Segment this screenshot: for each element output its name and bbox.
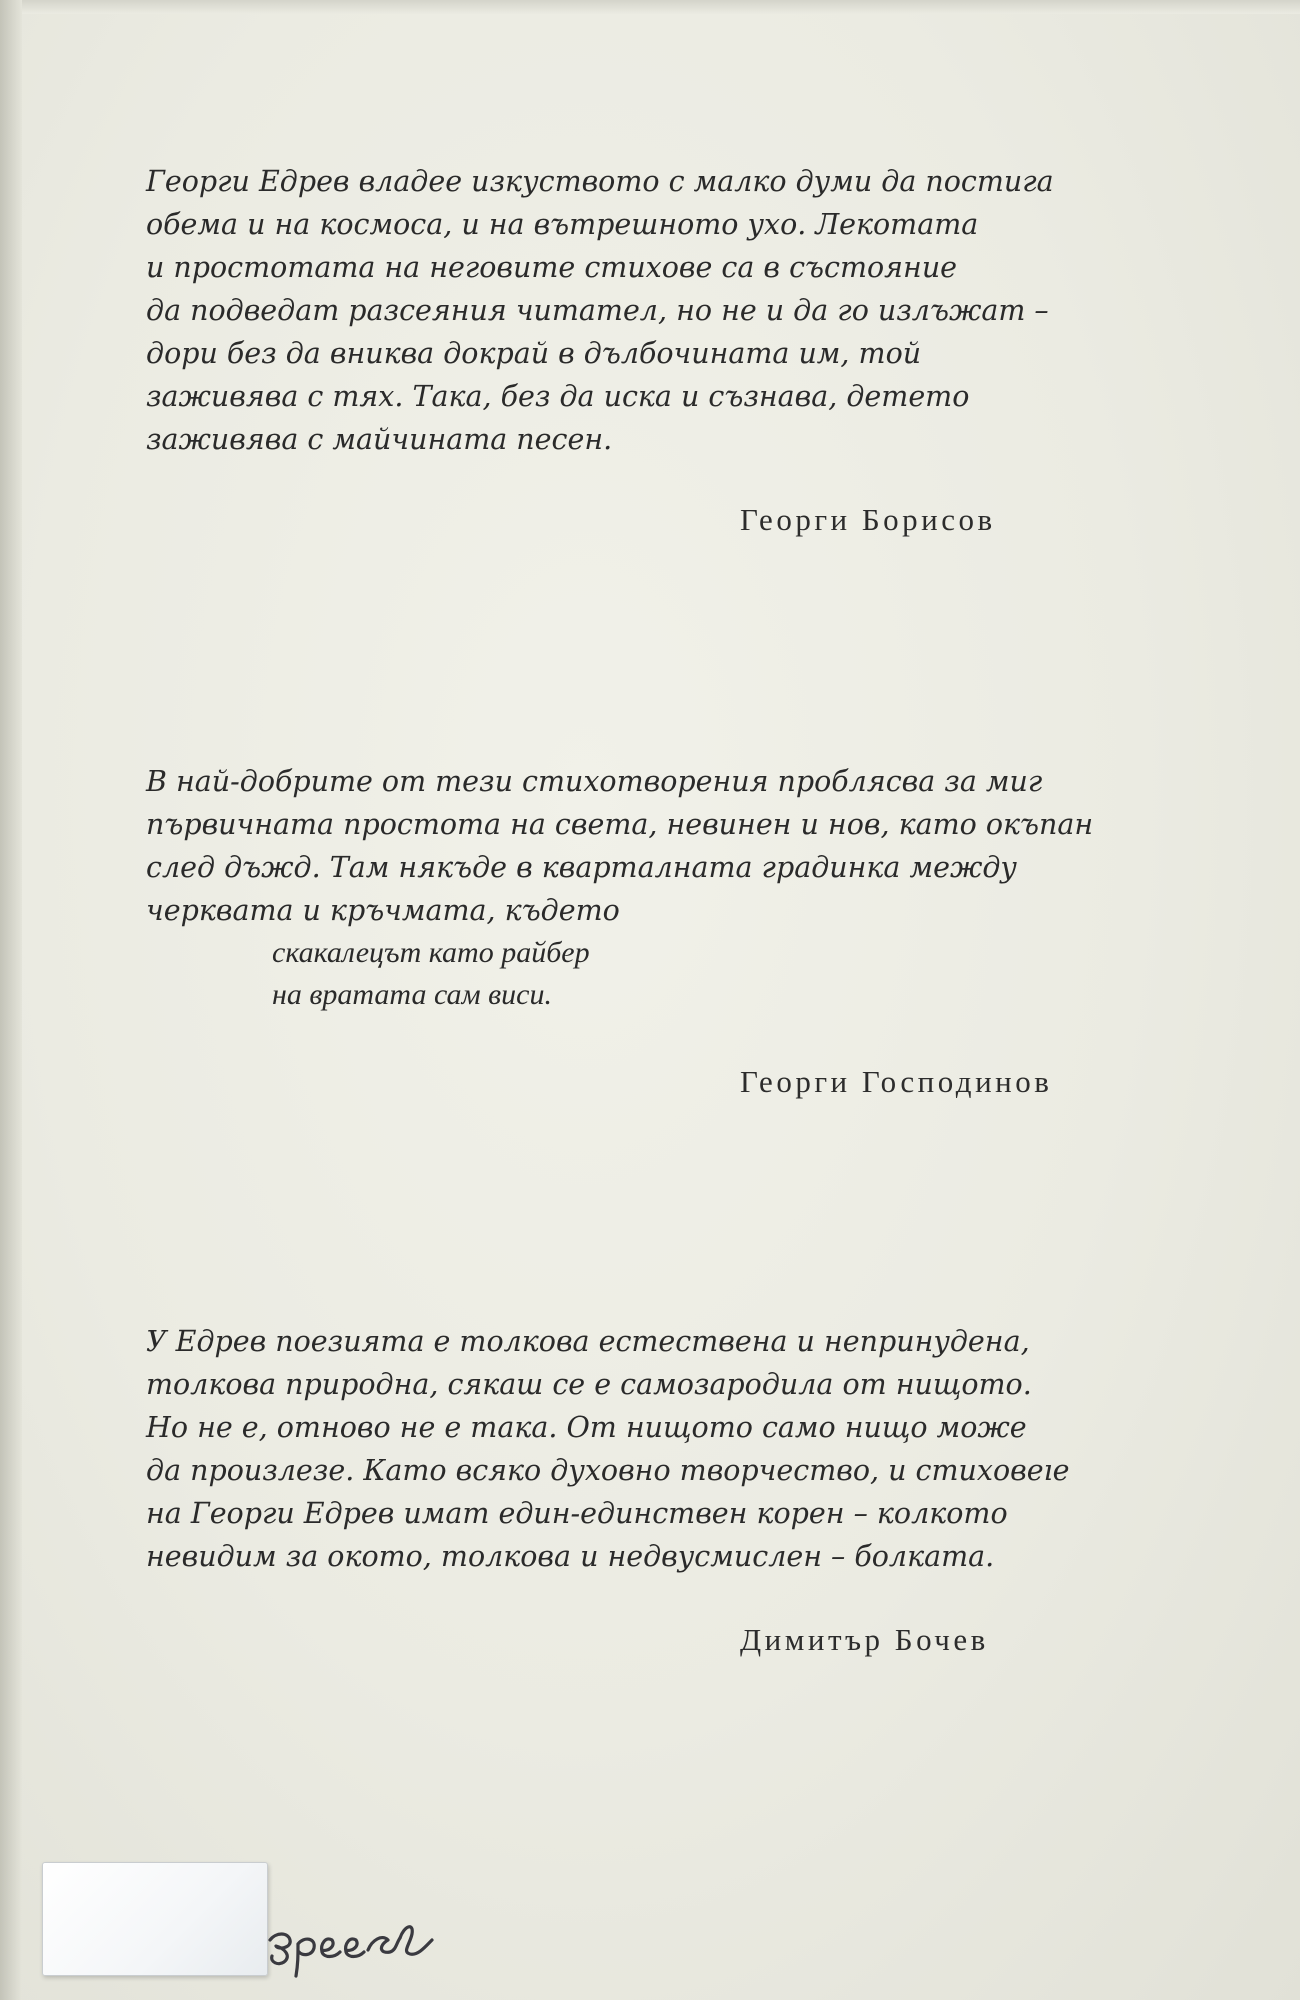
paper-edge-left (0, 0, 22, 2000)
blurb-line: В най-добрите от тези стихотворения проблясва за миг (146, 765, 1043, 798)
handwritten-note (262, 1900, 452, 1980)
blurb-line: обема и на космоса, и на вътрешното ухо. Лекотата (146, 208, 979, 241)
blurb-line: на Георги Едрев имат един-единствен корен – колкото (146, 1497, 1008, 1530)
paper-edge-top (0, 0, 1300, 14)
blurb-line: заживява с тях. Така, без да иска и съзнава, детето (146, 380, 970, 413)
blurb-2 (146, 760, 1146, 1016)
blurb-line: и простотата на неговите стихове са в състояние (146, 251, 958, 284)
quote-line: на вратата сам виси. (272, 978, 552, 1011)
blurb-line: след дъжд. Там някъде в кварталната градинка между (146, 851, 1017, 884)
blurb-1-author: Георги Борисов (740, 502, 996, 537)
blurb-line: Но не е, отново не е така. От нищото само нищо може (146, 1411, 1027, 1444)
blurb-2-text (146, 760, 1146, 932)
blurb-3-author: Димитър Бочев (740, 1622, 989, 1657)
blurb-1 (146, 160, 1146, 461)
blurb-2-author: Георги Господинов (740, 1064, 1053, 1099)
blurb-2-quote (272, 932, 1146, 1016)
blurb-line: невидим за окото, толкова и недвусмислен – болката. (146, 1540, 995, 1573)
blurb-line: дори без да вниква докрай в дълбочината им, той (146, 337, 922, 370)
blurb-line: У Едрев поезията е толкова естествена и непринудена, (146, 1325, 1030, 1358)
blurb-line: заживява с майчината песен. (146, 423, 613, 456)
quote-line: скакалецът като райбер (272, 936, 590, 969)
blurb-3 (146, 1320, 1146, 1578)
blurb-3-text (146, 1320, 1146, 1578)
blurb-line: Георги Едрев владее изкуството с малко думи да постига (146, 165, 1054, 198)
blurb-line: първичната простота на света, невинен и нов, като окъпан (146, 808, 1094, 841)
blurb-line: черквата и кръчмата, където (146, 894, 620, 927)
blurb-line: да подведат разсеяния читател, но не и да го излъжат – (146, 294, 1049, 327)
blurb-line: толкова природна, сякаш се е самозародила от нищото. (146, 1368, 1032, 1401)
blurb-1-text (146, 160, 1146, 461)
library-sticker (42, 1862, 268, 1976)
blurb-line: да произлезе. Като всяко духовно творчество, и стиховеıe (146, 1454, 1070, 1487)
